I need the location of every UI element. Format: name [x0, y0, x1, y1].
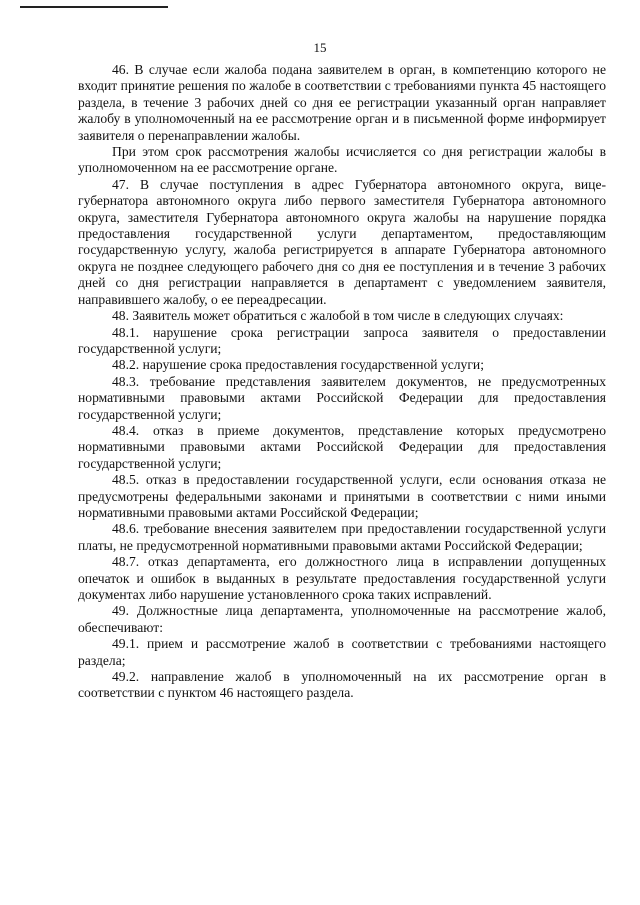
paragraph-48-5: 48.5. отказ в предоставлении государственной услуги, если основания отказа не предусмотрены федеральными законами и принятыми в соответствии с ними иными нормативными правовыми актами Российской Федерации; [78, 472, 606, 520]
paragraph-48-1: 48.1. нарушение срока регистрации запроса заявителя о предоставлении государственной услуги; [78, 324, 606, 356]
paragraph-48-4: 48.4. отказ в приеме документов, представление которых предусмотрено нормативными правовыми актами Российской Федерации для предоставления государственной услуги; [78, 422, 606, 471]
paragraph-49-1: 49.1. прием и рассмотрение жалоб в соответствии с требованиями настоящего раздела; [78, 636, 606, 668]
paragraph-49-2: 49.2. направление жалоб в уполномоченный на их рассмотрение орган в соответствии с пунктом 46 настоящего раздела. [78, 669, 606, 701]
paragraph-48-3: 48.3. требование представления заявителем документов, не предусмотренных нормативными правовыми актами Российской Федерации для предоставления государственной услуги; [78, 373, 606, 422]
paragraph-46: 46. В случае если жалоба подана заявителем в орган, в компетенцию которого не входит принятие решения по жалобе в соответствии с требованиями пункта 45 настоящего раздела, в течение 3 рабочих дней со дня ее регистрации указанный орган направляет жалобу в уполномоченный на ее рассмотрение орган и в письменной форме информирует заявителя о перенаправлении жалобы. [78, 62, 606, 143]
paragraph-47: 47. В случае поступления в адрес Губернатора автономного округа, вице-губернатора автономного округа либо первого заместителя Губернатора автономного округа, заместителя Губернатора автономного округа жалобы на нарушение порядка предоставления государственной услуги департаментом, предоставляющим государственную услугу, жалоба регистрируется в аппарате Губернатора автономного округа не позднее следующего рабочего дня со дня ее поступления и в течение 3 рабочих дней со дня регистрации направляется в департамент с уведомлением заявителя, направившего жалобу, о ее переадресации. [78, 176, 606, 307]
paragraph-49: 49. Должностные лица департамента, уполномоченные на рассмотрение жалоб, обеспечивают: [78, 603, 606, 635]
paragraph-48-2: 48.2. нарушение срока предоставления государственной услуги; [112, 357, 484, 373]
page-number: 15 [313, 40, 327, 55]
paragraph-46-note: При этом срок рассмотрения жалобы исчисляется со дня регистрации жалобы в уполномоченном на ее рассмотрение органе. [78, 144, 606, 176]
document-body [78, 62, 606, 702]
top-rule [20, 6, 168, 8]
paragraph-48: 48. Заявитель может обратиться с жалобой в том числе в следующих случаях: [112, 308, 564, 324]
paragraph-48-6: 48.6. требование внесения заявителем при предоставлении государственной услуги платы, не предусмотренной нормативными правовыми актами Российской Федерации; [78, 521, 606, 553]
paragraph-48-7: 48.7. отказ департамента, его должностного лица в исправлении допущенных опечаток и ошибок в выданных в результате предоставления государственной услуги документах либо нарушение установленного срока таких исправлений. [78, 554, 606, 602]
